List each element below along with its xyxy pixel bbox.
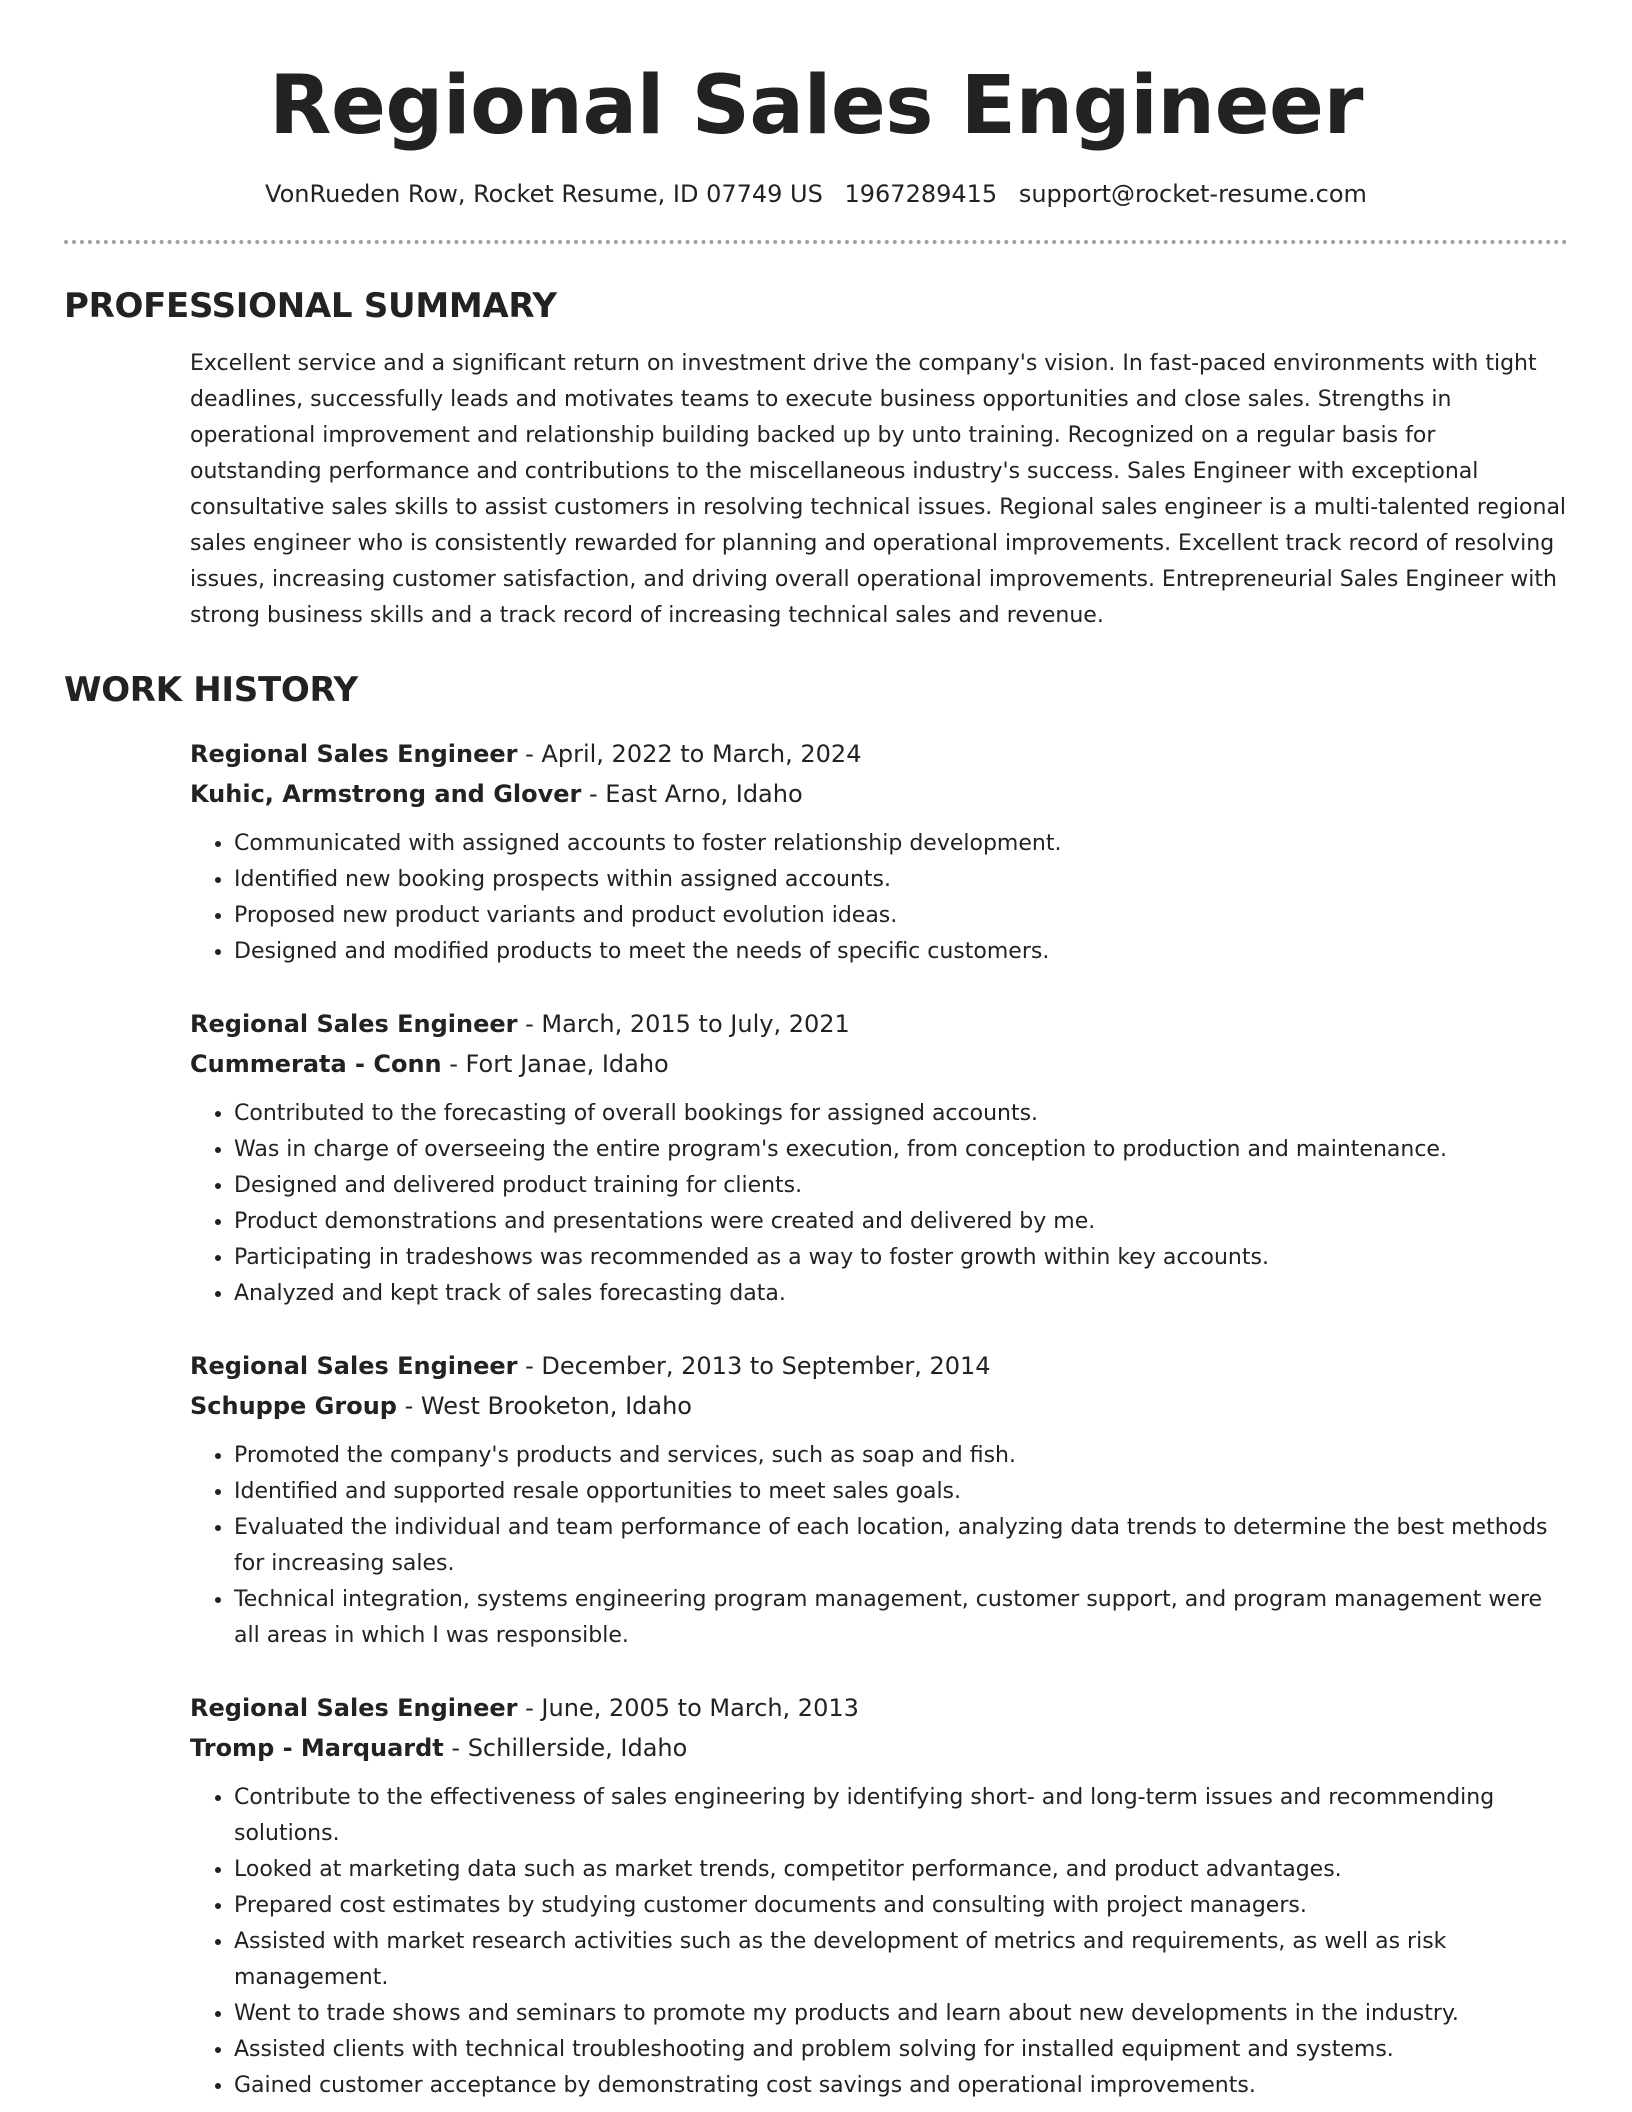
job-role: Regional Sales Engineer — [190, 1352, 518, 1380]
job-bullet: • Technical integration, systems engineering program management, customer support, and program management were all areas in which I was responsible. — [234, 1582, 1568, 1654]
job-location: - Schillerside, Idaho — [443, 1734, 688, 1762]
job-bullet: • Assisted with market research activities such as the development of metrics and requirements, as well as risk management. — [234, 1924, 1568, 1996]
job-dates: - April, 2022 to March, 2024 — [517, 740, 862, 768]
job-role: Regional Sales Engineer — [190, 1010, 518, 1038]
job-bullet: • Product demonstrations and presentations were created and delivered by me. — [234, 1204, 1568, 1240]
job-dates: - December, 2013 to September, 2014 — [517, 1352, 991, 1380]
job-bullets — [190, 1438, 1568, 1654]
summary-heading: PROFESSIONAL SUMMARY — [64, 286, 557, 326]
job-bullet: • Assisted clients with technical troubleshooting and problem solving for installed equipment and systems. — [234, 2032, 1568, 2068]
job-bullets — [190, 1096, 1568, 1312]
job-bullet: • Identified new booking prospects within assigned accounts. — [234, 862, 1568, 898]
job-entry — [190, 1004, 1568, 1312]
job-bullet: • Proposed new product variants and product evolution ideas. — [234, 898, 1568, 934]
job-bullets — [190, 1780, 1568, 2104]
job-role: Regional Sales Engineer — [190, 740, 518, 768]
contact-email: support@rocket-resume.com — [1018, 180, 1367, 208]
job-location: - East Arno, Idaho — [581, 780, 803, 808]
job-bullet: • Contributed to the forecasting of overall bookings for assigned accounts. — [234, 1096, 1568, 1132]
job-bullet: • Gained customer acceptance by demonstrating cost savings and operational improvements. — [234, 2068, 1568, 2104]
job-company-line — [190, 1386, 1568, 1426]
job-company-line — [190, 1044, 1568, 1084]
page-title: Regional Sales Engineer — [269, 59, 1363, 153]
job-company-line — [190, 774, 1568, 814]
job-bullet: • Designed and delivered product training for clients. — [234, 1168, 1568, 1204]
job-entry — [190, 1688, 1568, 2104]
job-dates: - March, 2015 to July, 2021 — [517, 1010, 850, 1038]
job-role: Regional Sales Engineer — [190, 1694, 518, 1722]
job-bullet: • Evaluated the individual and team performance of each location, analyzing data trends to determine the best methods for increasing sales. — [234, 1510, 1568, 1582]
header-divider — [64, 240, 1568, 244]
job-role-line — [190, 1346, 1568, 1386]
job-bullet: • Participating in tradeshows was recommended as a way to foster growth within key accounts. — [234, 1240, 1568, 1276]
job-bullet: • Contribute to the effectiveness of sales engineering by identifying short- and long-term issues and recommending solutions. — [234, 1780, 1568, 1852]
job-company-line — [190, 1728, 1568, 1768]
job-company: Kuhic, Armstrong and Glover — [190, 780, 582, 808]
job-role-line — [190, 1688, 1568, 1728]
job-bullet: • Communicated with assigned accounts to foster relationship development. — [234, 826, 1568, 862]
job-company: Schuppe Group — [190, 1392, 397, 1420]
work-history-heading: WORK HISTORY — [64, 670, 358, 710]
job-bullet: • Identified and supported resale opportunities to meet sales goals. — [234, 1474, 1568, 1510]
contact-phone: 1967289415 — [844, 180, 998, 208]
contact-address: VonRueden Row, Rocket Resume, ID 07749 US — [265, 180, 823, 208]
job-role-line — [190, 1004, 1568, 1044]
job-entry — [190, 734, 1568, 970]
job-entry — [190, 1346, 1568, 1654]
job-bullet: • Was in charge of overseeing the entire program's execution, from conception to production and maintenance. — [234, 1132, 1568, 1168]
summary-text: Excellent service and a significant return on investment drive the company's vision. In fast-paced environments with tight deadlines, successfully leads and motivates teams to execute business opportunities and close sales. Strengths in operational improvement and relationship building backed up by unto training. Recognized on a regular basis for outstanding performance and contributions to the miscellaneous industry's success. Sales Engineer with exceptional consultative sales skills to assist customers in resolving technical issues. Regional sales engineer is a multi-talented regional sales engineer who is consistently rewarded for planning and operational improvements. Excellent track record of resolving issues, increasing customer satisfaction, and driving overall operational improvements. Entrepreneurial Sales Engineer with strong business skills and a track record of increasing technical sales and revenue. — [190, 351, 1567, 628]
job-dates: - June, 2005 to March, 2013 — [517, 1694, 859, 1722]
job-location: - Fort Janae, Idaho — [441, 1050, 669, 1078]
job-company: Cummerata - Conn — [190, 1050, 442, 1078]
job-bullet: • Prepared cost estimates by studying customer documents and consulting with project managers. — [234, 1888, 1568, 1924]
job-location: - West Brooketon, Idaho — [396, 1392, 692, 1420]
job-role-line — [190, 734, 1568, 774]
job-bullet: • Looked at marketing data such as market trends, competitor performance, and product advantages. — [234, 1852, 1568, 1888]
job-bullets — [190, 826, 1568, 970]
job-bullet: • Promoted the company's products and services, such as soap and fish. — [234, 1438, 1568, 1474]
job-company: Tromp - Marquardt — [190, 1734, 444, 1762]
job-bullet: • Designed and modified products to meet the needs of specific customers. — [234, 934, 1568, 970]
contact-line — [64, 178, 1568, 210]
job-bullet: • Went to trade shows and seminars to promote my products and learn about new developments in the industry. — [234, 1996, 1568, 2032]
job-bullet: • Analyzed and kept track of sales forecasting data. — [234, 1276, 1568, 1312]
